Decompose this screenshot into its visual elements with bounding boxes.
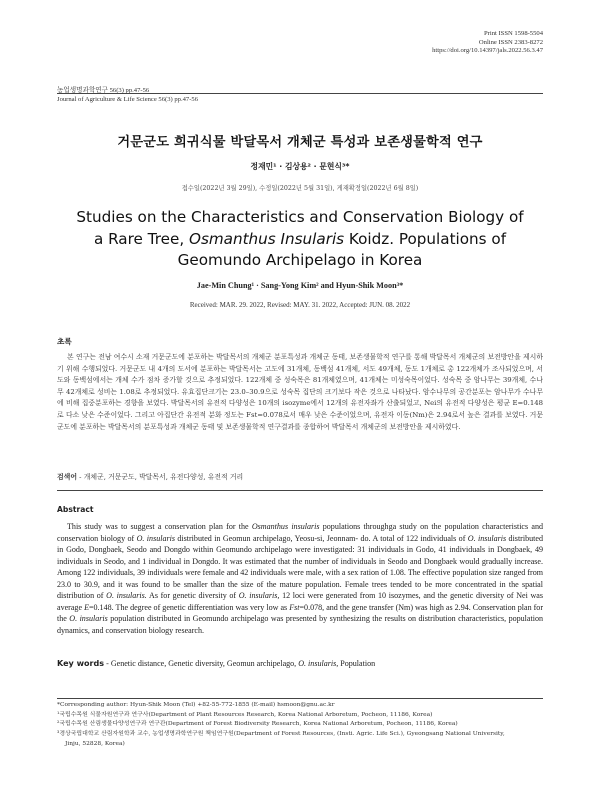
authors-english: Jae-Min Chung¹ · Sang-Yong Kim² and Hyun-Shik Moon³*	[196, 281, 404, 290]
section-rule	[57, 490, 543, 491]
print-issn: Print ISSN 1598-5504	[484, 30, 543, 37]
abstract-kr-body: 본 연구는 전남 여수시 소재 거문군도에 분포하는 박달목서의 개체군 분포특성과 개체군 동태, 보존생물학적 연구를 통해 박달목서 개체군의 보전방안을 제시하기 위해 수행되었다. 거문군도 내 4개의 도서에 분포하는 박달목서는 고도에 31개체, 동백섬 41개체, 서도 49개체, 동도 1개체로 총 122개체가 조사되었으며, 서도와 동백섬에서는 개체 수가 점차 증가할 것으로 추정되었다. 122개체 중 성숙목은 81개체였으며, 41개체는 미성숙목이었다. 성숙목 중 암나무는 39개체, 수나무 42개체로 성비는 1.08로 추정되었다. 유효집단크기는 23.0–30.9으로 성숙목 집단의 크기보다 작은 것으로 나타났다. 암수나무의 공간분포는 암나무가 수나무에 비해 집중분포하는 경향을 보였다. 박달목서의 유전적 다양성은 10개의 isozyme에서 12개의 유전자좌가 산출되었고, Nei의 유전적 다양성은 평균 E=0.148로 다소 낮은 수준이었다. 그리고 아집단간 유전적 분화 정도는 Fst=0.078로서 매우 낮은 수준이었으며, 유전자 이동(Nm)은 2.94로서 높은 결과를 보였다. 거문군도에 분포하는 박달목서의 분포특성과 개체군 동태 및 보존생물학적 연구결과를 종합하여 박달목서 개체군의 보전방안을 제시하였다.	[57, 353, 543, 431]
keywords-kr-body: 개체군, 거문군도, 박달목서, 유전다양성, 유전적 거리	[83, 473, 244, 481]
dates-korean: 접수일(2022년 3월 29일), 수정일(2022년 5월 31일), 게재확정일(2022년 6월 8일)	[181, 185, 419, 192]
footnote-2: ²국립수목원 산림생물다양성연구과 연구관(Department of Forest Biodiversity Research, Korea National Arboretum, Pocheon, 11186, Korea)	[57, 721, 458, 728]
abstract-en-body: This study was to suggest a conservation plan for the Osmanthus insularis populations throughga study on the population characteristics and conservation biology of O. insularis distributed in Geomun archipelago, Yeosu-si, Jeonnam- do. A total of 122 individuals of O. insularis distributed in Godo, Dongbaek, Seodo and Dongdo within Geomundo archipelago were investigated: 31 individuals in Godo, 41 individuals in Dongbaek, 49 individuals in Seodo, and 1 individual in Dongdo. It was estimated that the number of individuals in Seodo and Dongbaek would gradually increase. Among 122 individuals, 39 individuals were female and 42 individuals were male, with a sex ration of 1.08. The effective population size ranged from 23.0 to 30.9, and it was found to be smaller than the size of the mature population. Female trees tended to be more concentrated in the spatial distribution of O. insularis. As for genetic diversity of O. insularis, 12 loci were generated from 10 isozymes, and the genetic diversity of Nei was average E=0.148. The degree of genetic differentiation was very low as Fst=0.078, and the gene transfer (Nm) was high as 2.94. Conservation plan for the O. insularis population distributed in Geomundo archipelago was presented by synthesizing the results on distribution characteristics, population dynamics, and conservation biology research.	[57, 522, 544, 635]
keywords-en: Key words - Genetic distance, Genetic diversity, Geomun archipelago, O. insularis, Population	[57, 659, 376, 668]
footnote-3: ³경상국립대학교 산림자원학과 교수, 농업생명과학연구원 책임연구원(Department of Forest Resources, (Insti. Agric. Life Sci.), Gyeongsang National University,	[57, 731, 505, 738]
online-issn: Online ISSN 2383-8272	[478, 38, 543, 46]
species-name: Osmanthus Insularis	[188, 229, 345, 248]
abstract-en-heading: Abstract	[57, 505, 94, 514]
title-korean: 거문군도 희귀식물 박달목서 개체군 특성과 보존생물학적 연구	[117, 135, 483, 150]
header-rule	[57, 93, 543, 94]
footnote-1: ¹국립수목원 식물자원연구과 연구사(Department of Plant Resources Research, Korea National Arboretum, Pocheon, 11186, Korea)	[57, 711, 433, 718]
footnote-rule	[57, 698, 543, 699]
abstract-kr-heading: 초록	[57, 337, 72, 346]
dates-english: Received: MAR. 29. 2022, Revised: MAY. 31. 2022, Accepted: JUN. 08. 2022	[189, 301, 411, 309]
keywords-kr: 검색어 - 개체군, 거문군도, 박달목서, 유전다양성, 유전적 거리	[57, 473, 244, 481]
issn-block	[432, 30, 543, 56]
footnote-3-cont: Jinju, 52828, Korea)	[65, 740, 125, 747]
journal-kr: 농업생명과학연구 56(3) pp.47-56	[57, 87, 150, 94]
title-english-line2: a Rare Tree, Osmanthus Insularis Koidz. Populations of	[93, 229, 507, 248]
title-english-line3: Geomundo Archipelago in Korea	[177, 251, 423, 269]
keywords-kr-label: 검색어	[57, 473, 77, 481]
journal-en: Journal of Agriculture & Life Science 56(3) pp.47-56	[57, 96, 198, 103]
footnote-corresponding: *Corresponding author: Hyun-Shik Moon (Tel) +82-55-772-1855 (E-mail) hsmoon@gnu.ac.kr	[57, 702, 335, 708]
authors-korean: 정재민¹ · 김상용² · 문현식³*	[250, 162, 350, 171]
footnotes	[57, 701, 543, 750]
doi-link[interactable]: https://doi.org/10.14397/jals.2022.56.3.47	[432, 47, 543, 55]
title-english-line1: Studies on the Characteristics and Conservation Biology of	[76, 208, 524, 226]
keywords-en-label: Key words	[57, 659, 105, 668]
title-english	[70, 207, 530, 272]
